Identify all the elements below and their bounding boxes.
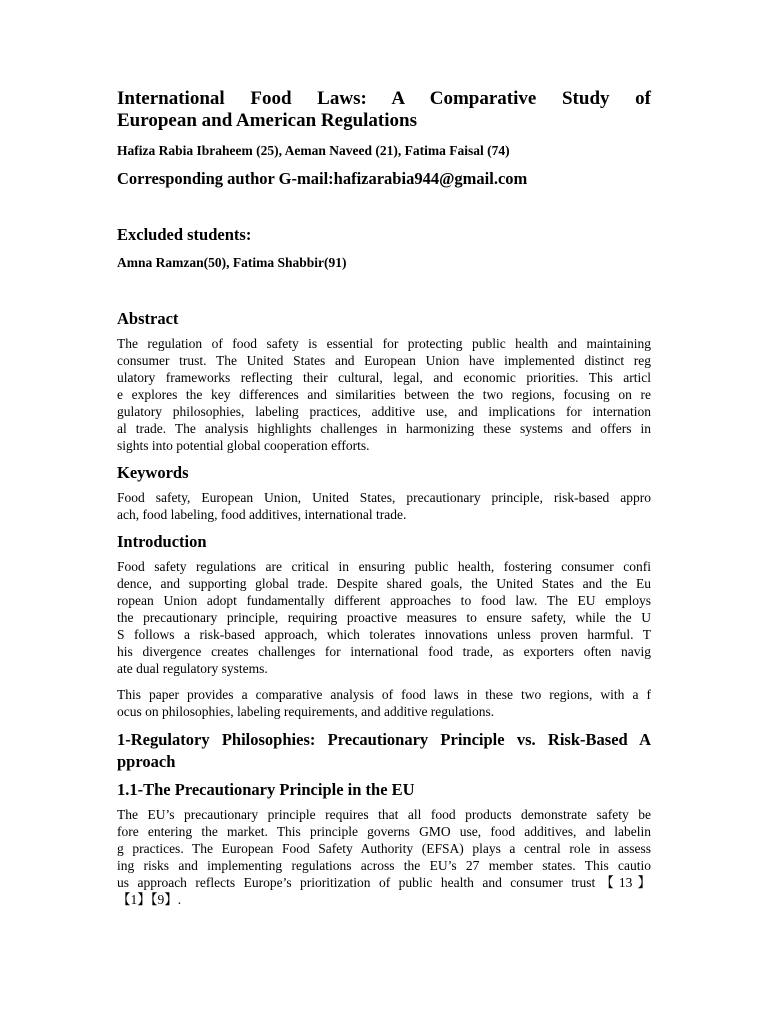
abstract-line: al trade. The analysis highlights challenges in harmonizing these systems and offers in bbox=[117, 421, 651, 436]
section-1-1-text bbox=[117, 806, 651, 908]
section-1-1-line: The EU’s precautionary principle requires that all food products demonstrate safety be bbox=[117, 807, 651, 822]
title-line-1: International Food Laws: A Comparative Study of bbox=[117, 88, 651, 109]
abstract-line: consumer trust. The United States and European Union have implemented distinct reg bbox=[117, 353, 651, 368]
paper-title bbox=[117, 88, 651, 132]
section-1-1-line: 【1】【9】. bbox=[117, 892, 182, 907]
section-1-heading-line-1: 1-Regulatory Philosophies: Precautionary Principle vs. Risk-Based A bbox=[117, 730, 651, 749]
introduction-line: Food safety regulations are critical in ensuring public health, fostering consumer confi bbox=[117, 559, 651, 574]
introduction-line: S follows a risk-based approach, which tolerates innovations unless proven harmful. T bbox=[117, 627, 651, 642]
abstract-line: ulatory frameworks reflecting their cultural, legal, and economic priorities. This articl bbox=[117, 370, 651, 385]
section-1-1-line: g practices. The European Food Safety Authority (EFSA) plays a central role in assess bbox=[117, 841, 651, 856]
introduction-line: his divergence creates challenges for international food trade, as exporters often navig bbox=[117, 644, 651, 659]
introduction-line: This paper provides a comparative analysis of food laws in these two regions, with a f bbox=[117, 687, 651, 702]
section-1-1-heading: 1.1-The Precautionary Principle in the EU bbox=[117, 780, 415, 799]
introduction-line: ropean Union adopt fundamentally different approaches to food law. The EU employs bbox=[117, 593, 651, 608]
section-1-1-line: fore entering the market. This principle governs GMO use, food additives, and labelin bbox=[117, 824, 651, 839]
excluded-students-heading: Excluded students: bbox=[117, 225, 252, 244]
section-1-heading bbox=[117, 729, 651, 773]
abstract-line: e explores the key differences and similarities between the two regions, focusing on re bbox=[117, 387, 651, 402]
introduction-line: dence, and supporting global trade. Despite shared goals, the United States and the Eu bbox=[117, 576, 651, 591]
corresponding-author: Corresponding author G-mail:hafizarabia944@gmail.com bbox=[117, 169, 528, 188]
introduction-paragraph-1 bbox=[117, 558, 651, 677]
abstract-line: gulatory philosophies, labeling practices, additive use, and implications for internation bbox=[117, 404, 651, 419]
paper-page bbox=[117, 88, 651, 908]
abstract-line: sights into potential global cooperation efforts. bbox=[117, 438, 370, 453]
author-list: Hafiza Rabia Ibraheem (25), Aeman Naveed (21), Fatima Faisal (74) bbox=[117, 143, 510, 158]
abstract-text bbox=[117, 335, 651, 454]
section-1-1-line: ing risks and implementing regulations across the EU’s 27 member states. This cautio bbox=[117, 858, 651, 873]
keywords-heading: Keywords bbox=[117, 463, 189, 482]
section-1-heading-line-2: pproach bbox=[117, 752, 176, 771]
abstract-heading: Abstract bbox=[117, 309, 179, 328]
introduction-line: ocus on philosophies, labeling requirements, and additive regulations. bbox=[117, 704, 495, 719]
section-1-1-line: us approach reflects Europe’s prioritization of public health and consumer trust【13】 bbox=[117, 875, 651, 890]
introduction-line: the precautionary principle, requiring proactive measures to ensure safety, while the U bbox=[117, 610, 651, 625]
title-line-2: European and American Regulations bbox=[117, 110, 417, 131]
keywords-text bbox=[117, 489, 651, 523]
abstract-line: The regulation of food safety is essential for protecting public health and maintaining bbox=[117, 336, 651, 351]
excluded-students-names: Amna Ramzan(50), Fatima Shabbir(91) bbox=[117, 255, 347, 270]
introduction-heading: Introduction bbox=[117, 532, 207, 551]
introduction-line: ate dual regulatory systems. bbox=[117, 661, 268, 676]
introduction-paragraph-2 bbox=[117, 686, 651, 720]
keywords-line: Food safety, European Union, United States, precautionary principle, risk-based appro bbox=[117, 490, 651, 505]
keywords-line: ach, food labeling, food additives, international trade. bbox=[117, 507, 407, 522]
